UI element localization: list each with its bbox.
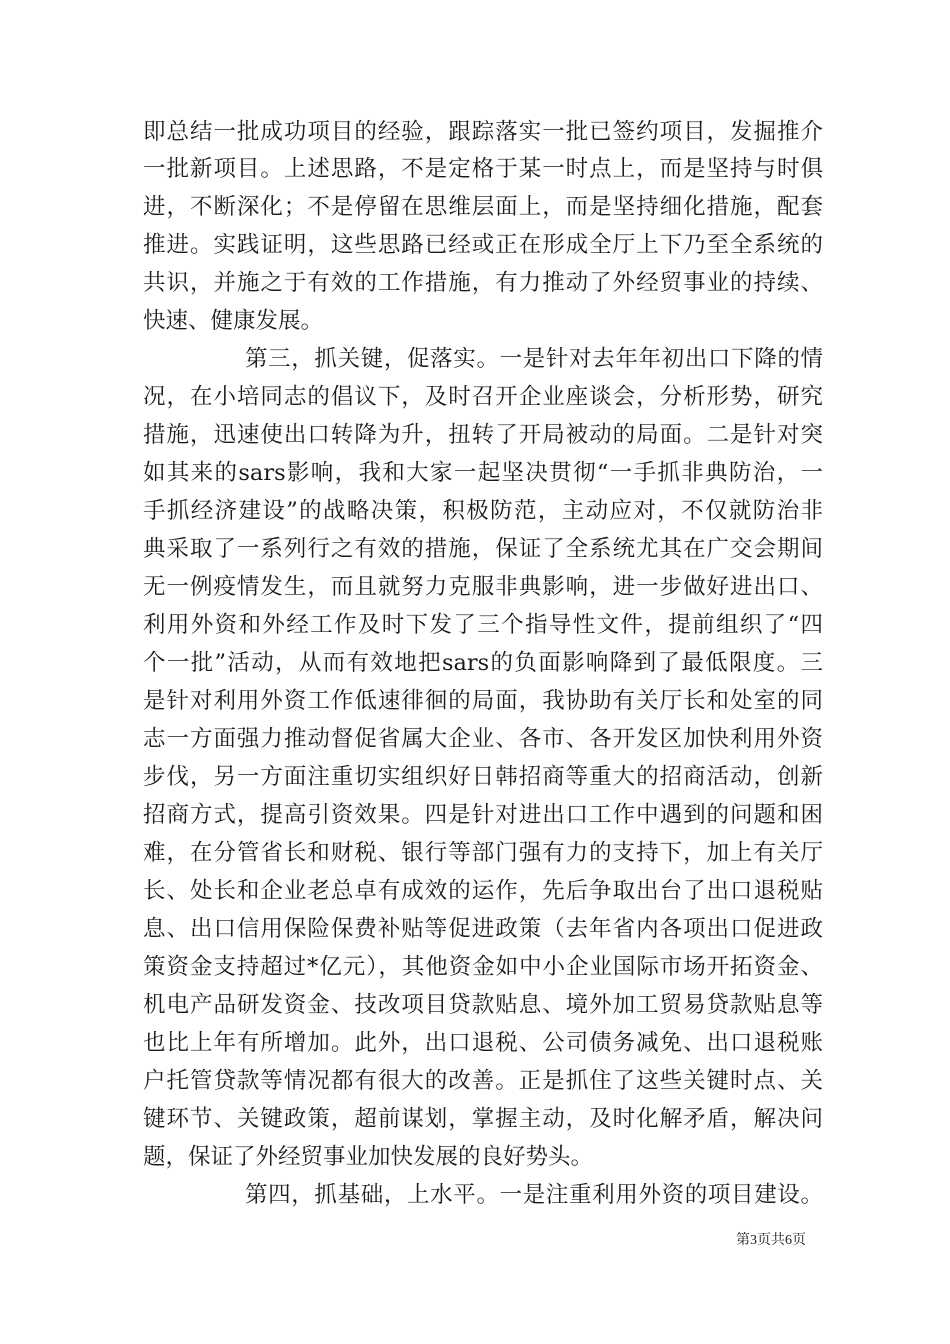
text-line: 步伐，另一方面注重切实组织好日韩招商等重大的招商活动，创新	[143, 764, 823, 790]
text-line: 个一批”活动，从而有效地把sars的负面影响降到了最低限度。三	[143, 650, 823, 676]
paragraph-end-line: 快速、健康发展。	[143, 308, 324, 334]
paragraph-start-line: 第四，抓基础，上水平。一是注重利用外资的项目建设。	[245, 1182, 823, 1208]
text-line: 策资金支持超过*亿元），其他资金如中小企业国际市场开拓资金、	[143, 954, 823, 980]
text-line: 志一方面强力推动督促省属大企业、各市、各开发区加快利用外资	[143, 726, 823, 752]
text-line: 推进。实践证明，这些思路已经或正在形成全厅上下乃至全系统的	[143, 232, 823, 258]
text-line: 键环节、关键政策，超前谋划，掌握主动，及时化解矛盾，解决问	[143, 1106, 823, 1132]
text-line: 难，在分管省长和财税、银行等部门强有力的支持下，加上有关厅	[143, 840, 823, 866]
paragraph-start-line: 第三，抓关键，促落实。一是针对去年年初出口下降的情	[245, 346, 823, 372]
text-line: 长、处长和企业老总卓有成效的运作，先后争取出台了出口退税贴	[143, 878, 823, 904]
text-line: 机电产品研发资金、技改项目贷款贴息、境外加工贸易贷款贴息等	[143, 992, 823, 1018]
text-line: 息、出口信用保险保费补贴等促进政策（去年省内各项出口促进政	[143, 916, 823, 942]
text-line: 即总结一批成功项目的经验，跟踪落实一批已签约项目，发掘推介	[143, 119, 823, 145]
text-line: 如其来的sars影响，我和大家一起坚决贯彻“一手抓非典防治，一	[143, 460, 823, 486]
text-line: 户托管贷款等情况都有很大的改善。正是抓住了这些关键时点、关	[143, 1068, 823, 1094]
text-line: 也比上年有所增加。此外，出口退税、公司债务减免、出口退税账	[143, 1030, 823, 1056]
text-line: 措施，迅速使出口转降为升，扭转了开局被动的局面。二是针对突	[143, 422, 823, 448]
text-line: 手抓经济建设”的战略决策，积极防范，主动应对，不仅就防治非	[143, 498, 823, 524]
text-line: 是针对利用外资工作低速徘徊的局面，我协助有关厅长和处室的同	[143, 688, 823, 714]
text-line: 利用外资和外经工作及时下发了三个指导性文件，提前组织了“四	[143, 612, 823, 638]
text-line: 共识，并施之于有效的工作措施，有力推动了外经贸事业的持续、	[143, 270, 823, 296]
text-line: 典采取了一系列行之有效的措施，保证了全系统尤其在广交会期间	[143, 536, 823, 562]
page-number-footer: 第3页共6页	[736, 1233, 806, 1248]
text-line: 进，不断深化；不是停留在思维层面上，而是坚持细化措施，配套	[143, 194, 823, 220]
text-line: 况，在小培同志的倡议下，及时召开企业座谈会，分析形势，研究	[143, 384, 823, 410]
paragraph-end-line: 题，保证了外经贸事业加快发展的良好势头。	[143, 1144, 594, 1170]
text-line: 无一例疫情发生，而且就努力克服非典影响，进一步做好进出口、	[143, 574, 823, 600]
text-line: 招商方式，提高引资效果。四是针对进出口工作中遇到的问题和困	[143, 802, 823, 828]
text-line: 一批新项目。上述思路，不是定格于某一时点上，而是坚持与时俱	[143, 156, 823, 182]
